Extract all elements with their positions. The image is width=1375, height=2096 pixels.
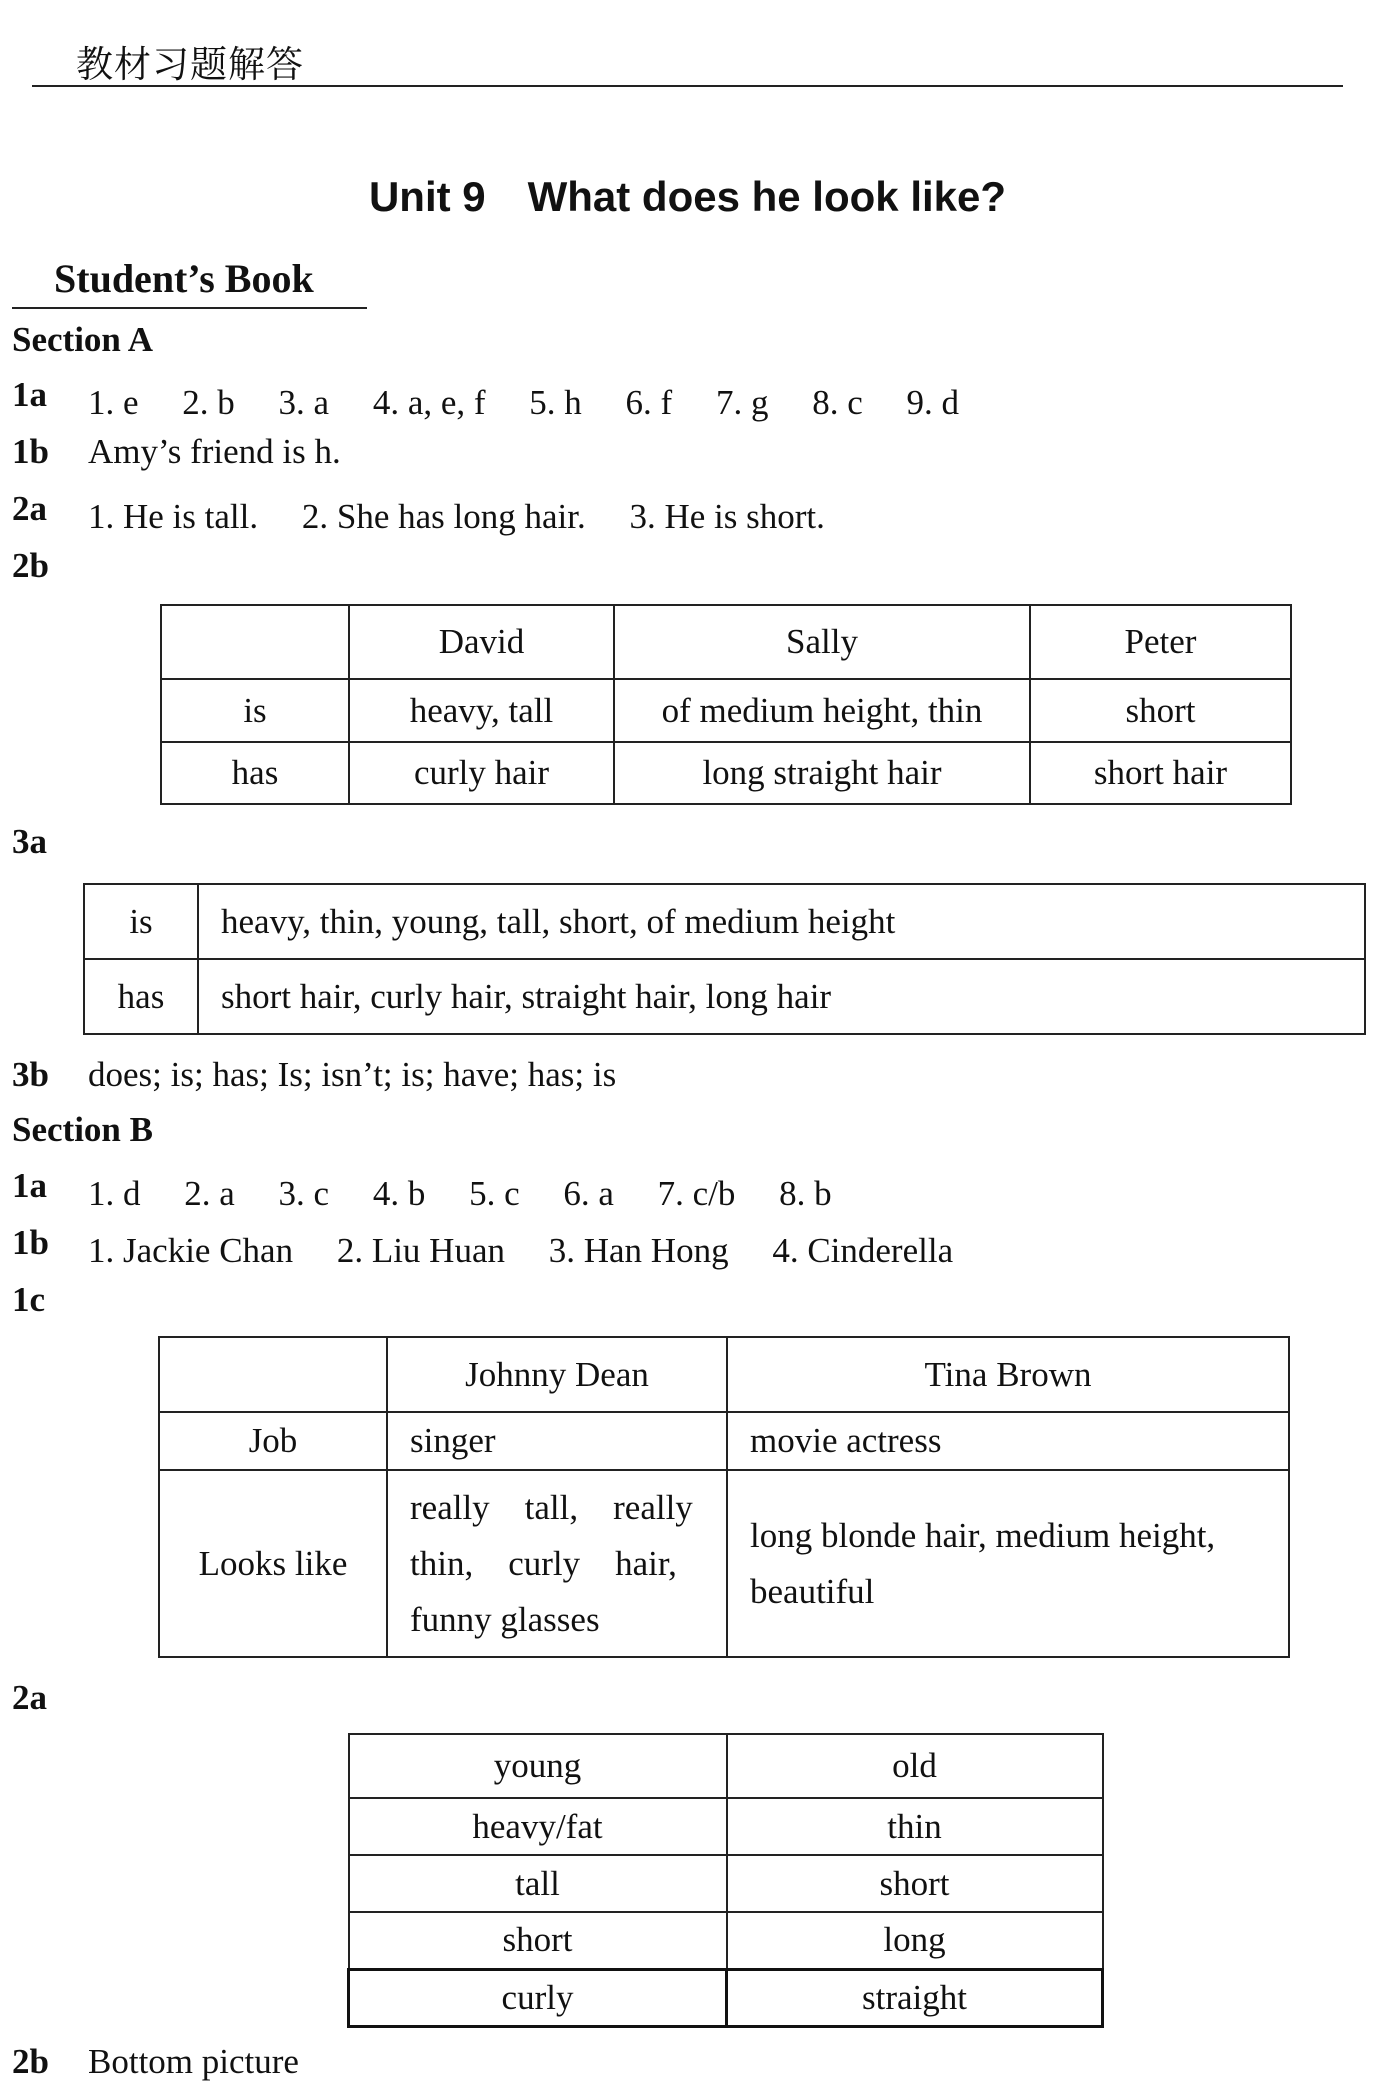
header-divider [32,85,1343,87]
table-row [84,884,1365,959]
table-cell: heavy/fat [349,1798,727,1855]
table-cell: has [84,959,198,1034]
table-cell: is [84,884,198,959]
b-1b-label: 1b [12,1223,49,1262]
table-cell: Sally [614,605,1030,679]
table-cell: tall [349,1855,727,1912]
b-1a-answers: 1. d 2. a 3. c 4. b 5. c 6. a 7. c/b 8. b [88,1174,832,1213]
a-2a-label: 2a [12,489,47,528]
table-cell: really tall, really thin, curly hair, funny glasses [387,1470,727,1657]
table-cell: Johnny Dean [387,1337,727,1412]
table-cell: straight [727,1969,1103,2026]
b-1b-answers: 1. Jackie Chan 2. Liu Huan 3. Han Hong 4. Cinderella [88,1231,954,1270]
a-3b-answers: does; is; has; Is; isn’t; is; have; has; is [88,1055,617,1094]
table-cell [159,1337,387,1412]
table-cell: has [161,742,349,804]
a-3a-table [83,883,1366,1035]
section-a-title: Section A [12,320,153,359]
table-cell: movie actress [727,1412,1289,1470]
table-cell: curly hair [349,742,614,804]
table-cell: singer [387,1412,727,1470]
a-2b-label: 2b [12,546,49,585]
table-cell: David [349,605,614,679]
table-cell: Looks like [159,1470,387,1657]
table-cell: short hair, curly hair, straight hair, long hair [198,959,1365,1034]
a-1b-answer: Amy’s friend is h. [88,432,341,471]
table-cell: Peter [1030,605,1291,679]
table-cell: curly [349,1969,727,2026]
a-1b-label: 1b [12,432,49,471]
table-cell [161,605,349,679]
section-b-title: Section B [12,1110,153,1149]
b-2b-answer: Bottom picture [88,2042,299,2081]
b-2a-table [347,1733,1104,2028]
b-1c-label: 1c [12,1280,46,1319]
table-cell: short [349,1912,727,1969]
table-cell: of medium height, thin [614,679,1030,742]
b-2b-label: 2b [12,2042,49,2081]
a-1a-answers: 1. e 2. b 3. a 4. a, e, f 5. h 6. f 7. g 8. c 9. d [88,383,959,422]
b-1c-table [158,1336,1290,1658]
table-cell: thin [727,1798,1103,1855]
table-cell: long straight hair [614,742,1030,804]
a-3a-label: 3a [12,822,47,861]
a-2a-answers: 1. He is tall. 2. She has long hair. 3. He is short. [88,497,825,536]
table-row [349,1969,1103,2026]
table-cell: short [1030,679,1291,742]
b-1a-label: 1a [12,1166,47,1205]
page-header: 教材习题解答 [76,43,304,86]
table-cell: Job [159,1412,387,1470]
table-cell: long [727,1912,1103,1969]
book-title: Student’s Book [54,256,314,301]
table-row [349,1798,1103,1855]
table-header-row [161,605,1291,679]
table-row [161,679,1291,742]
table-cell: is [161,679,349,742]
table-header-row [159,1337,1289,1412]
table-row [161,742,1291,804]
a-2b-table [160,604,1292,805]
table-row [349,1734,1103,1798]
table-row [159,1412,1289,1470]
table-cell: Tina Brown [727,1337,1289,1412]
book-title-underline [12,307,367,309]
table-cell: heavy, tall [349,679,614,742]
a-3b-label: 3b [12,1055,49,1094]
table-cell: heavy, thin, young, tall, short, of medium height [198,884,1365,959]
a-1a-label: 1a [12,375,47,414]
table-cell: short hair [1030,742,1291,804]
table-cell: old [727,1734,1103,1798]
unit-title: Unit 9 What does he look like? [368,173,1007,220]
table-cell: long blonde hair, medium height, beautiful [727,1470,1289,1657]
table-row [349,1912,1103,1969]
b-2a-label: 2a [12,1678,47,1717]
table-row [84,959,1365,1034]
table-row [349,1855,1103,1912]
table-cell: short [727,1855,1103,1912]
table-cell: young [349,1734,727,1798]
table-row [159,1470,1289,1657]
